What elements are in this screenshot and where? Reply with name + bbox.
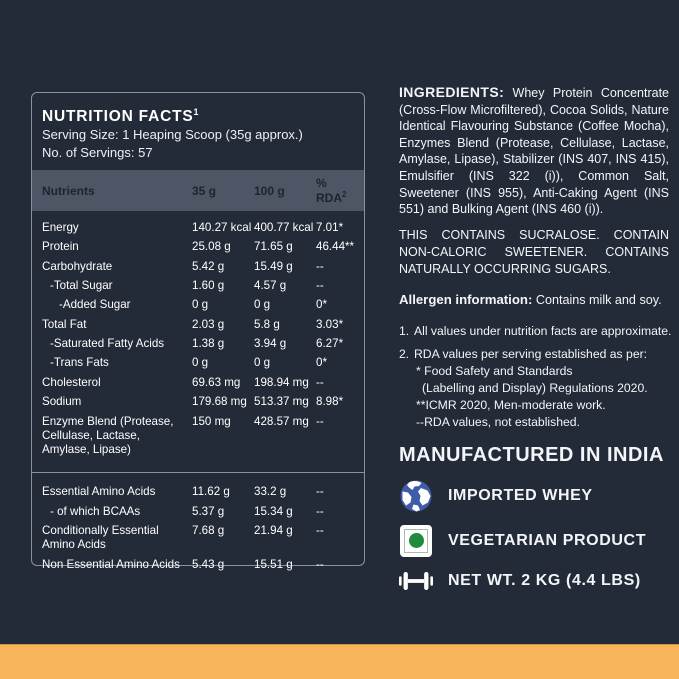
- nutrition-row: [42, 257, 358, 276]
- value-rda: --: [316, 524, 324, 538]
- note-detail: * Food Safety and Standards: [416, 363, 573, 378]
- value-per-35g: 25.08 g: [192, 240, 231, 254]
- header-rda: % RDA$^2$: [316, 176, 347, 206]
- value-per-100g: 5.8 g: [254, 317, 280, 331]
- nutrient-label: Total Fat: [42, 317, 87, 331]
- value-per-100g: 71.65 g: [254, 240, 293, 254]
- nutrition-row: [42, 276, 358, 295]
- allergen-text: Contains milk and soy.: [532, 292, 662, 307]
- nutrition-table-header: [32, 170, 364, 211]
- note-detail: **ICMR 2020, Men-moderate work.: [416, 397, 606, 412]
- value-per-35g: 150 mg: [192, 414, 231, 428]
- value-per-100g: 400.77 kcal: [254, 220, 314, 234]
- nutrition-facts-title: NUTRITION FACTS$^1$: [42, 107, 200, 126]
- nutrition-row: [42, 393, 358, 412]
- footnote-ref: 1: [193, 107, 200, 117]
- value-per-35g: 0 g: [192, 298, 209, 312]
- nutrient-label: - of which BCAAs: [50, 504, 141, 518]
- nutrient-label: Energy: [42, 220, 79, 234]
- nutrition-table-body: [32, 211, 364, 574]
- value-per-100g: 3.94 g: [254, 337, 287, 351]
- value-rda: 8.98*: [316, 395, 344, 409]
- value-per-35g: 7.68 g: [192, 524, 225, 538]
- value-per-100g: 0 g: [254, 298, 271, 312]
- nutrient-label: -Trans Fats: [50, 356, 109, 370]
- nutrient-label: -Total Sugar: [50, 278, 113, 292]
- nutrition-row: [42, 354, 358, 373]
- value-per-35g: 140.27 kcal: [192, 220, 252, 234]
- net-weight-label: NET WT. 2 KG (4.4 LBS): [448, 571, 641, 589]
- value-per-100g: 513.37 mg: [254, 395, 309, 409]
- header-100g: 100 g: [254, 183, 285, 198]
- ingredients-text: Whey Protein Concentrate (Cross-Flow Microfiltered), Cocoa Solids, Nature Identical Flavouring Substance (Coffee Mocha), Enzymes Blend (Protease, Cellulase, Lactase, Amylase, Lipase), Stabilizer (INS 407, INS 415), Emulsifier (INS 322 (i)), Common Salt, Sweetener (INS 955), Anti-Caking Agent (INS 551) and Bulking Agent (INS 460 (i)).: [399, 86, 669, 217]
- value-rda: --: [316, 485, 324, 499]
- value-per-35g: 1.60 g: [192, 278, 225, 292]
- value-rda: 6.27*: [316, 337, 344, 351]
- note-marker: 1.: [399, 323, 410, 338]
- value-rda: 7.01*: [316, 220, 344, 234]
- nutrient-label: Conditionally Essential Amino Acids: [42, 524, 159, 552]
- nutrient-label: Protein: [42, 240, 79, 254]
- imported-whey-label: IMPORTED WHEY: [448, 486, 593, 504]
- nutrition-row: [42, 296, 358, 315]
- nutrition-row: [42, 412, 358, 460]
- note-marker: 2.: [399, 346, 410, 361]
- ingredients-label: INGREDIENTS:: [399, 84, 505, 100]
- nutrient-label: Carbohydrate: [42, 259, 113, 273]
- note-item: [399, 346, 669, 363]
- value-rda: --: [316, 278, 324, 292]
- accent-band: [0, 644, 679, 679]
- nutrition-row: [42, 373, 358, 392]
- value-rda: --: [316, 557, 324, 571]
- amino-acid-row: [42, 522, 358, 556]
- footnote-ref: 2: [342, 190, 347, 200]
- nutrition-row: [42, 315, 358, 334]
- amino-acid-row: [42, 502, 358, 521]
- allergen-label: Allergen information:: [399, 291, 533, 307]
- value-per-100g: 15.51 g: [254, 557, 293, 571]
- section-divider: [32, 472, 364, 473]
- veg-mark-icon: [399, 525, 433, 557]
- servings-count: No. of Servings: 57: [42, 144, 153, 160]
- nutrient-label: Enzyme Blend (Protease, Cellulase, Lactase, Amylase, Lipase): [42, 414, 174, 457]
- value-per-100g: 4.57 g: [254, 278, 287, 292]
- header-35g: 35 g: [192, 183, 217, 198]
- value-per-35g: 69.63 mg: [192, 375, 241, 389]
- value-per-100g: 33.2 g: [254, 485, 287, 499]
- note-text: All values under nutrition facts are approximate.: [414, 323, 672, 338]
- value-per-35g: 0 g: [192, 356, 209, 370]
- ingredients-section: [399, 84, 669, 218]
- value-rda: 46.44**: [316, 240, 355, 254]
- manufactured-heading: MANUFACTURED IN INDIA: [399, 443, 664, 466]
- value-rda: --: [316, 259, 324, 273]
- value-rda: --: [316, 414, 324, 428]
- value-per-100g: 15.49 g: [254, 259, 293, 273]
- vegetarian-label: VEGETARIAN PRODUCT: [448, 531, 647, 549]
- imported-whey-badge: [399, 480, 669, 512]
- dumbbell-icon: [399, 570, 433, 592]
- value-per-35g: 5.37 g: [192, 504, 225, 518]
- amino-acid-row: [42, 483, 358, 502]
- globe-icon: [399, 480, 433, 512]
- serving-size: Serving Size: 1 Heaping Scoop (35g approx.): [42, 127, 303, 143]
- nutrition-row: [42, 335, 358, 354]
- value-per-100g: 21.94 g: [254, 524, 293, 538]
- vegetarian-badge: [399, 525, 669, 557]
- value-per-100g: 198.94 mg: [254, 375, 309, 389]
- header-nutrients: Nutrients: [42, 183, 95, 198]
- notes-section: [399, 323, 672, 431]
- right-info-column: [399, 84, 672, 592]
- value-rda: 0*: [316, 356, 327, 370]
- value-per-35g: 179.68 mg: [192, 395, 247, 409]
- value-per-100g: 428.57 mg: [254, 414, 309, 428]
- value-rda: 3.03*: [316, 317, 344, 331]
- value-per-35g: 2.03 g: [192, 317, 225, 331]
- value-per-35g: 11.62 g: [192, 485, 230, 499]
- note-detail: (Labelling and Display) Regulations 2020.: [422, 380, 648, 395]
- net-weight-badge: [399, 570, 669, 592]
- nutrition-row: [42, 218, 358, 237]
- value-per-35g: 5.43 g: [192, 557, 225, 571]
- nutrition-facts-panel: [31, 92, 365, 571]
- nutrient-label: -Saturated Fatty Acids: [50, 337, 165, 351]
- note-text: RDA values per serving established as per:: [414, 346, 648, 361]
- value-per-35g: 5.42 g: [192, 259, 225, 273]
- nutrition-row: [42, 238, 358, 257]
- allergen-section: [399, 292, 669, 307]
- nutrient-label: Sodium: [42, 395, 82, 409]
- value-rda: --: [316, 504, 324, 518]
- note-detail: --RDA values, not established.: [416, 414, 580, 429]
- nutrient-label: Cholesterol: [42, 375, 101, 389]
- sweetener-disclaimer: THIS CONTAINS SUCRALOSE. CONTAIN NON-CALORIC SWEETENER. CONTAINS NATURALLY OCCURRING SUGARS.: [399, 227, 669, 276]
- value-rda: --: [316, 375, 324, 389]
- value-rda: 0*: [316, 298, 327, 312]
- value-per-100g: 15.34 g: [254, 504, 293, 518]
- nutrient-label: Non Essential Amino Acids: [42, 557, 180, 571]
- value-per-35g: 1.38 g: [192, 337, 225, 351]
- nutrient-label: Essential Amino Acids: [42, 485, 156, 499]
- value-per-100g: 0 g: [254, 356, 271, 370]
- amino-acid-row: [42, 555, 358, 574]
- note-item: [399, 323, 672, 340]
- nutrient-label: -Added Sugar: [59, 298, 131, 312]
